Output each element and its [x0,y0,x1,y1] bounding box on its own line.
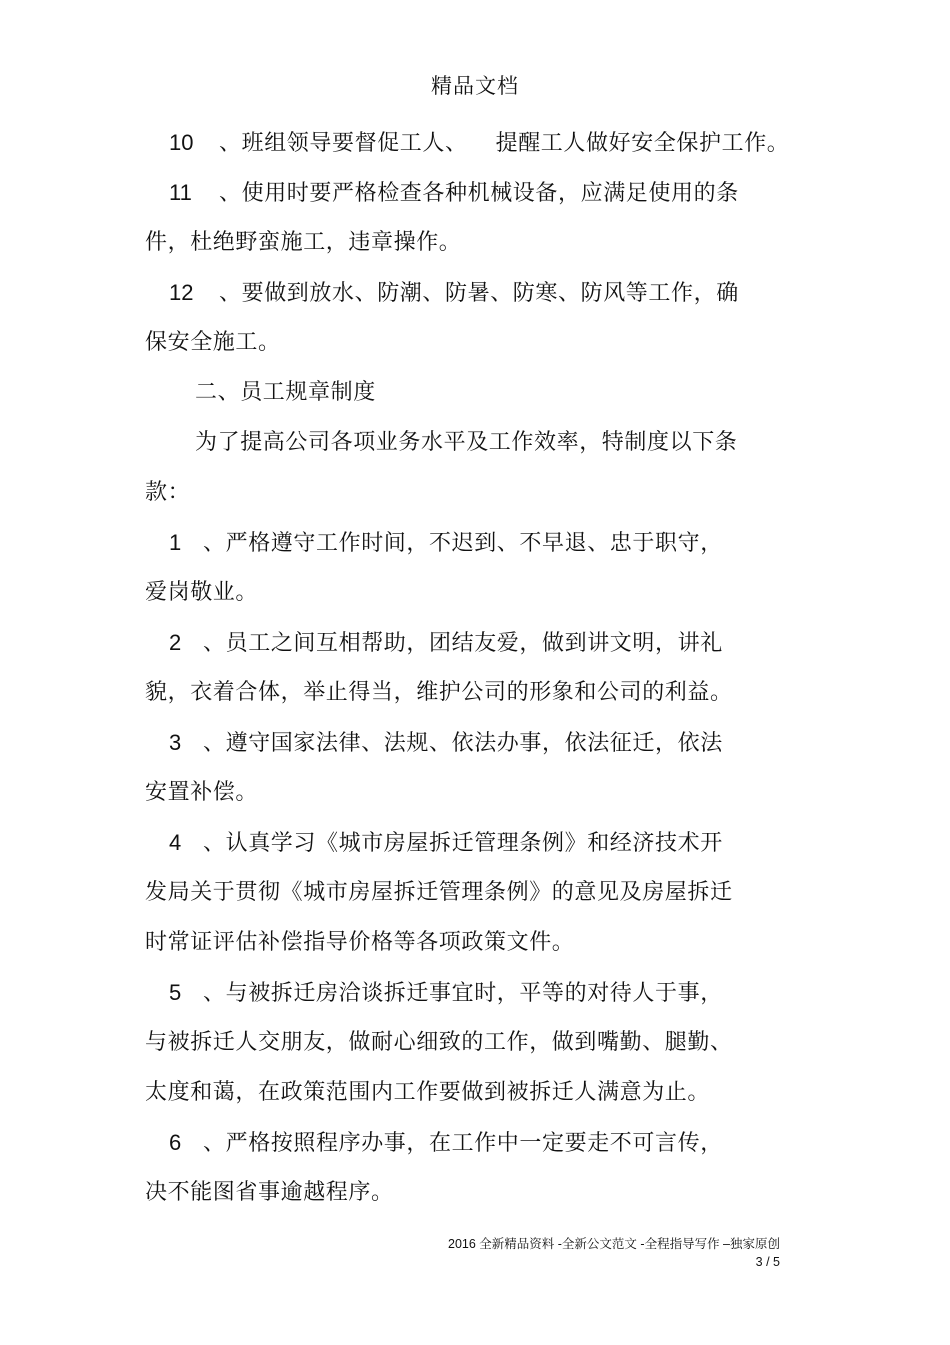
rule-item [145,522,795,572]
rule-text-continued: 时常证评估补偿指导价格等各项政策文件。 [145,930,575,955]
rule-item [145,822,795,872]
rule-text: 、认真学习《城市房屋拆迁管理条例》和经济技术开 [203,831,723,856]
item-text-continued: 保安全施工。 [145,330,281,355]
rule-number: 5 [169,980,182,1005]
footer-note: 2016 全新精品资料 -全新公文范文 -全程指导写作 –独家原创 [448,1237,780,1251]
item-number: 10 [169,130,194,155]
rule-text-continued: 与被拆迁人交朋友，做耐心细致的工作，做到嘴勤、腿勤、 [145,1030,733,1055]
rule-item [145,972,795,1022]
intro-paragraph-continued: 款： [145,480,191,505]
page-header: 精品文档 [431,74,519,98]
rule-item [145,622,795,672]
page-number: 3 / 5 [755,1255,780,1269]
rule-number: 6 [169,1130,182,1155]
rule-text: 、与被拆迁房洽谈拆迁事宜时，平等的对待人于事， [203,981,723,1006]
rule-text: 、遵守国家法律、法规、依法办事，依法征迁，依法 [203,731,723,756]
rule-text: 、员工之间互相帮助，团结友爱，做到讲文明，讲礼 [203,631,723,656]
item-text: 、使用时要严格检查各种机械设备，应满足使用的条 [219,181,739,206]
list-item [145,272,795,322]
list-item [145,122,795,172]
rule-number: 1 [169,530,182,555]
rule-item [145,722,795,772]
intro-paragraph: 为了提高公司各项业务水平及工作效率，特制度以下条 [195,430,738,455]
rule-item [145,1122,795,1172]
rule-text: 、严格按照程序办事，在工作中一定要走不可言传， [203,1131,723,1156]
item-text: 、班组领导要督促工人、 [219,131,468,156]
rule-text-continued: 爱岗敬业。 [145,580,259,605]
document-body [145,122,795,1222]
rule-text-continued: 发局关于贯彻《城市房屋拆迁管理条例》的意见及房屋拆迁 [145,880,733,905]
list-item [145,172,795,222]
rule-text-continued: 安置补偿。 [145,780,259,805]
item-text-continued: 件，杜绝野蛮施工，违章操作。 [145,230,462,255]
rule-text-continued: 太度和蔼，在政策范围内工作要做到被拆迁人满意为止。 [145,1080,711,1105]
section-heading: 二、员工规章制度 [195,380,376,405]
item-number: 12 [169,280,194,305]
rule-number: 3 [169,730,182,755]
item-text: 、要做到放水、防潮、防暑、防寒、防风等工作，确 [219,281,739,306]
rule-text-continued: 貌，衣着合体，举止得当，维护公司的形象和公司的利益。 [145,680,733,705]
item-number: 11 [169,180,192,205]
rule-text-continued: 决不能图省事逾越程序。 [145,1180,394,1205]
rule-text: 、严格遵守工作时间，不迟到、不早退、忠于职守， [203,531,723,556]
rule-number: 2 [169,630,182,655]
rule-number: 4 [169,830,182,855]
item-text: 提醒工人做好安全保护工作。 [495,131,790,156]
